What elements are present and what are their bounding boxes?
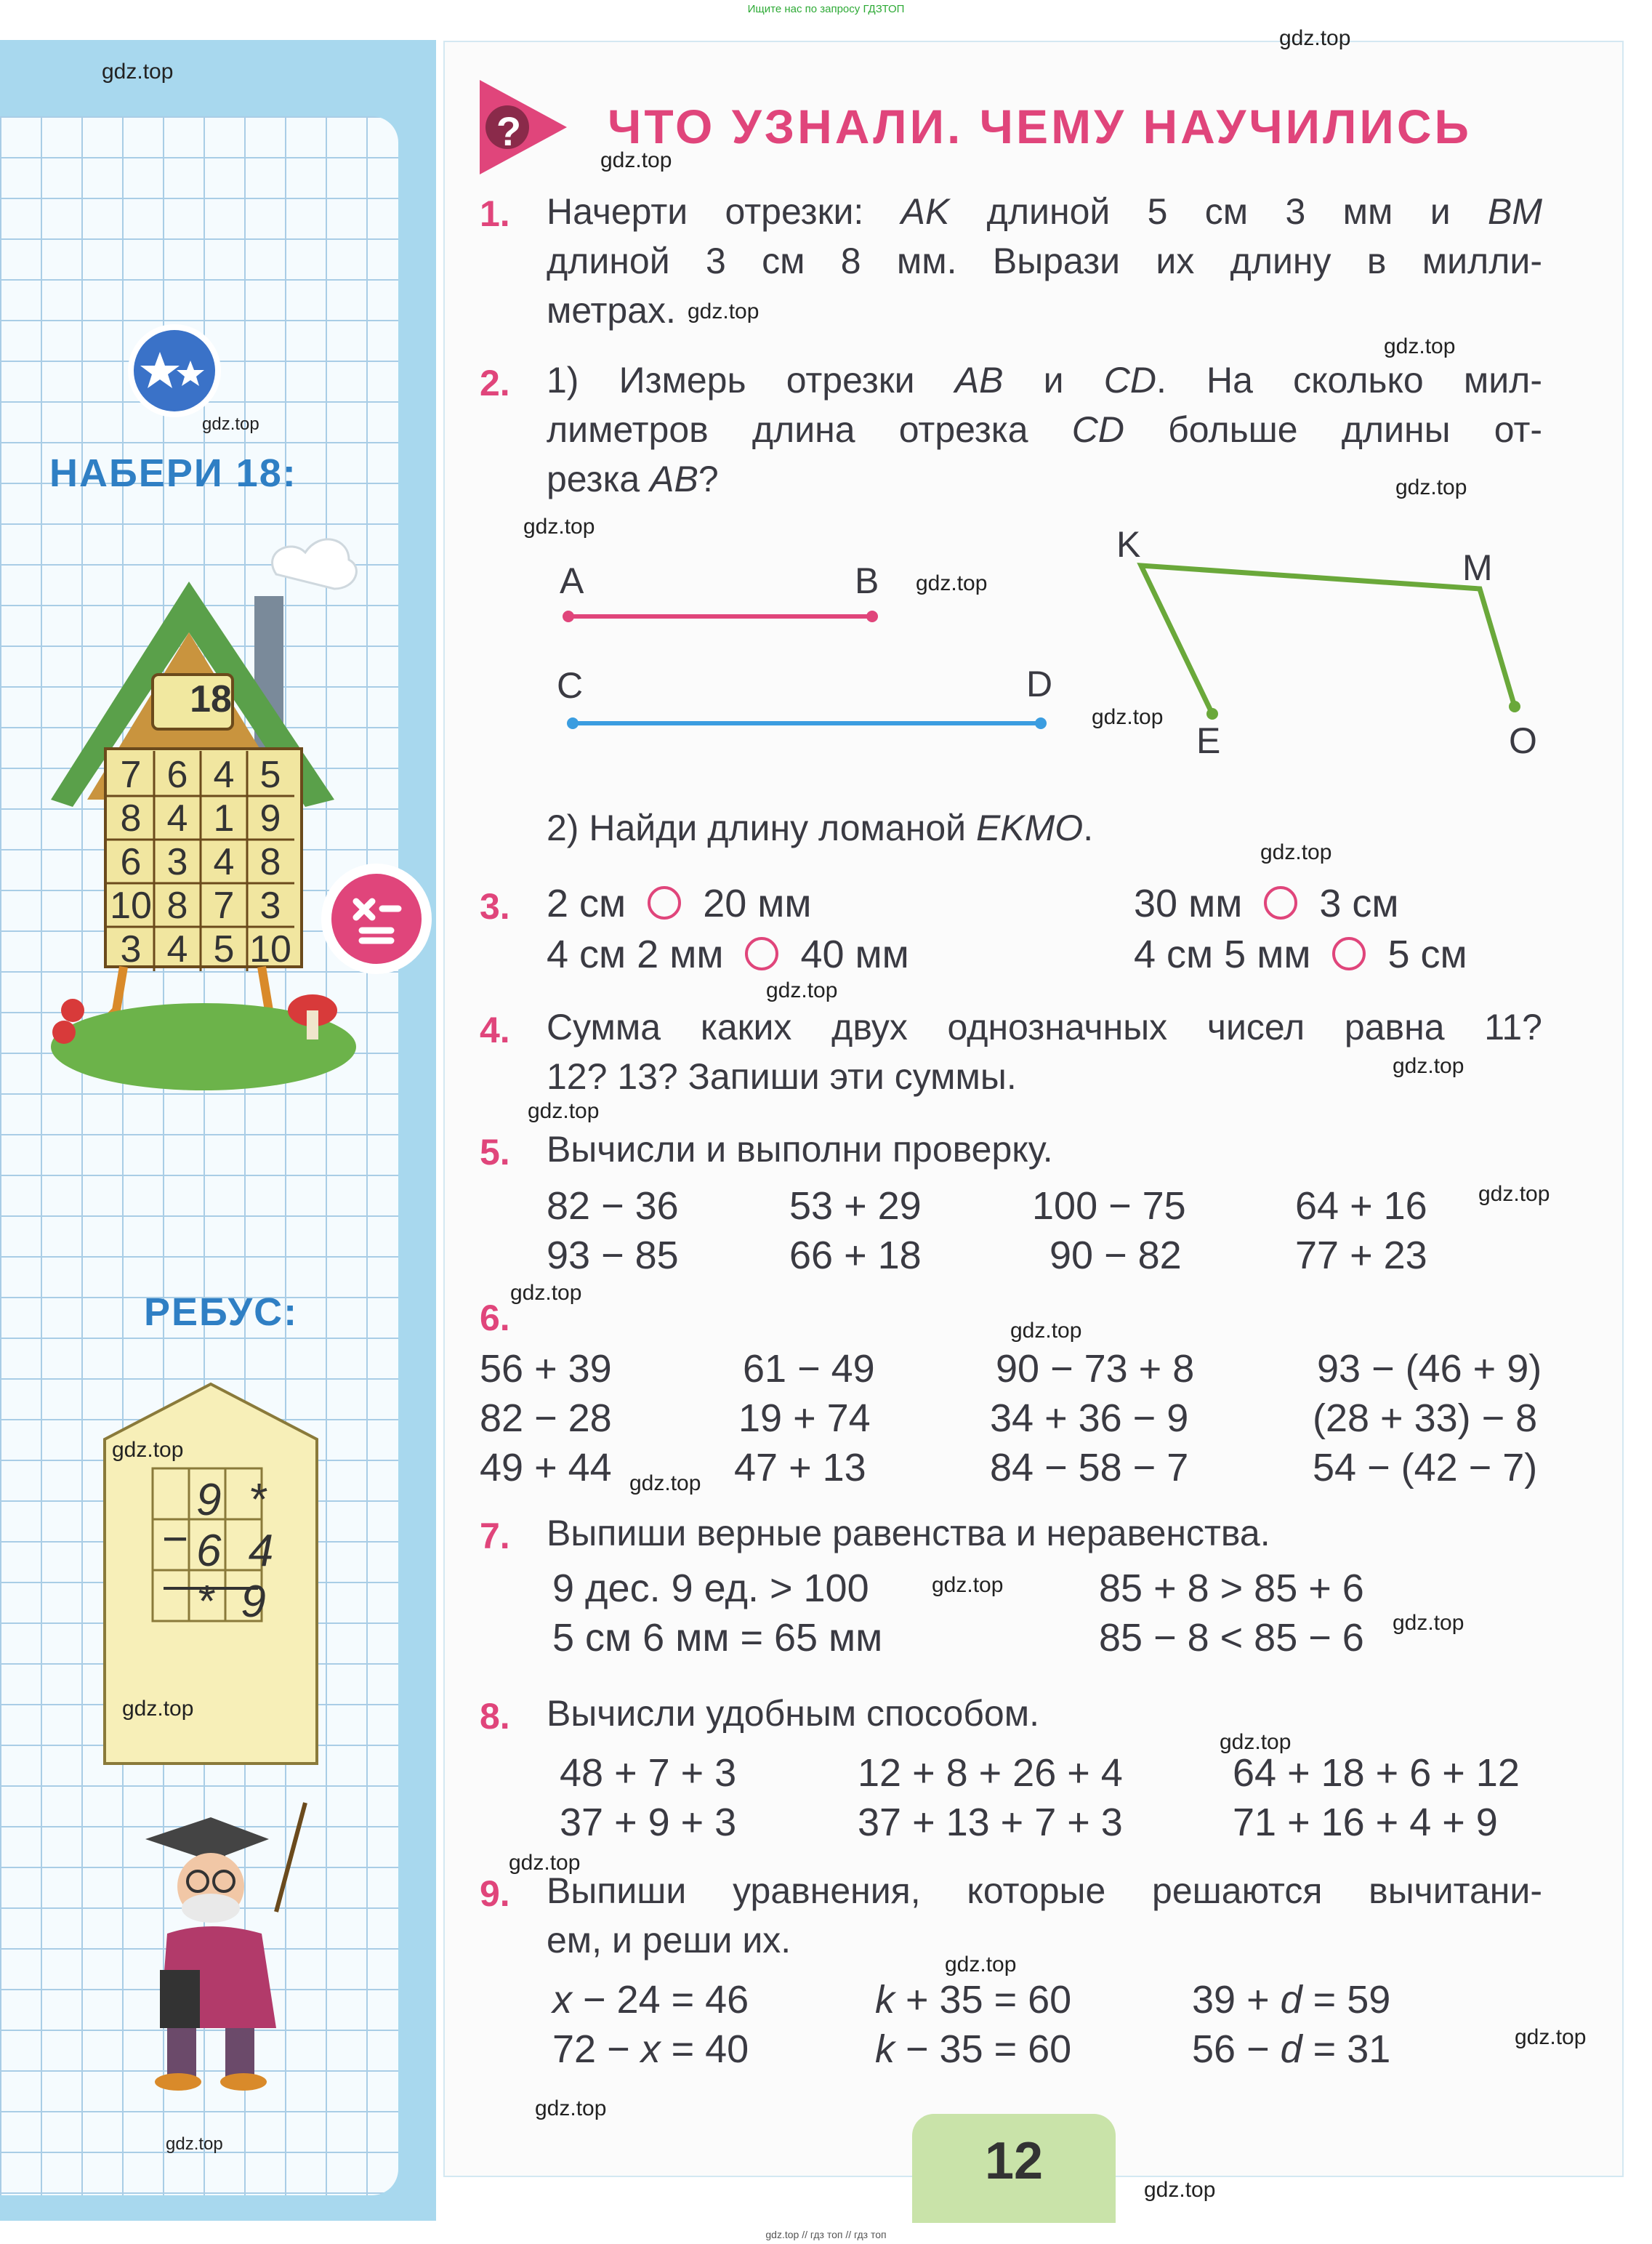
watermark: gdz.top <box>945 1953 1017 1976</box>
house-cell: 5 <box>259 754 281 796</box>
watermark: gdz.top <box>1144 2178 1216 2202</box>
house-cell: 3 <box>120 928 142 970</box>
watermark: gdz.top <box>629 1471 701 1495</box>
expression: 54 − (42 − 7) <box>1313 1446 1538 1489</box>
watermark: gdz.top <box>1010 1319 1082 1343</box>
label-m: M <box>1462 547 1493 588</box>
watermark: gdz.top <box>932 1573 1004 1597</box>
expression: 48 + 7 + 3 <box>560 1751 737 1795</box>
house-cell: 6 <box>166 754 188 796</box>
compare-circle-icon[interactable] <box>648 886 681 920</box>
page-number: 12 <box>912 2114 1116 2223</box>
watermark: gdz.top <box>916 571 988 595</box>
house-cell: 4 <box>166 797 188 840</box>
house-cell: 4 <box>166 928 188 970</box>
house-cell: 4 <box>213 841 235 883</box>
badge-mark: ? <box>496 108 522 154</box>
watermark: gdz.top <box>600 148 672 172</box>
house-grid-lines <box>105 751 296 973</box>
house-cell: 1 <box>213 797 235 840</box>
house-cell: 8 <box>259 841 281 883</box>
compare-4: 4 см 5 мм 5 см <box>1134 933 1467 976</box>
watermark: gdz.top <box>1395 475 1467 499</box>
professor-illustration <box>116 1788 334 2094</box>
task-1-line-2: длиной 3 см 8 мм. Вырази их длину в милли- <box>547 241 1542 281</box>
house-cell: 3 <box>166 841 188 883</box>
task-number: 6. <box>480 1298 510 1338</box>
rebus-row-3: * 9 <box>196 1577 273 1627</box>
equation: x − 24 = 46 <box>552 1978 749 2022</box>
label-e: E <box>1196 720 1221 761</box>
watermark: gdz.top <box>1384 334 1456 358</box>
task-number: 3. <box>480 886 510 927</box>
task-5-line-1: Вычисли и выполни проверку. <box>547 1129 1053 1170</box>
task-number: 5. <box>480 1132 510 1173</box>
rebus-row-1: 9 * <box>196 1475 273 1525</box>
equation: k + 35 = 60 <box>875 1978 1072 2022</box>
expression: 93 − (46 + 9) <box>1317 1347 1542 1391</box>
expression: 34 + 36 − 9 <box>990 1396 1189 1440</box>
compare-circle-icon[interactable] <box>1264 886 1297 920</box>
expression: (28 + 33) − 8 <box>1313 1396 1538 1440</box>
watermark: gdz.top <box>202 414 259 434</box>
expression: 12 + 8 + 26 + 4 <box>858 1751 1123 1795</box>
house-cell: 7 <box>120 754 142 796</box>
house-cell: 8 <box>120 797 142 840</box>
task-2-line-2: лиметров длина отрезка CD больше длины от- <box>547 409 1542 450</box>
watermark: gdz.top <box>1393 1054 1464 1078</box>
relation: 85 + 8 > 85 + 6 <box>1099 1567 1364 1610</box>
task-2-sub-2: 2) Найди длину ломаной EKMO. <box>547 808 1094 848</box>
sidebar-heading-set: НАБЕРИ 18: <box>49 451 297 495</box>
expression: 84 − 58 − 7 <box>990 1446 1189 1489</box>
task-9-line-2: ем, и реши их. <box>547 1920 791 1961</box>
equation: 56 − d = 31 <box>1192 2027 1391 2071</box>
calc-icon <box>318 861 435 977</box>
house-cell: 4 <box>213 754 235 796</box>
watermark: gdz.top <box>112 1438 184 1462</box>
equation: k − 35 = 60 <box>875 2027 1072 2071</box>
watermark: gdz.top <box>1220 1730 1292 1754</box>
label-c: C <box>557 665 584 706</box>
label-o: O <box>1509 720 1537 761</box>
task-7-line-1: Выпиши верные равенства и неравенства. <box>547 1513 1270 1553</box>
watermark: gdz.top <box>1478 1182 1550 1206</box>
watermark: gdz.top <box>122 1697 194 1721</box>
page-title: ЧТО УЗНАЛИ. ЧЕМУ НАУЧИЛИСЬ <box>608 100 1472 153</box>
watermark: gdz.top <box>1393 1611 1464 1635</box>
expression: 37 + 9 + 3 <box>560 1801 737 1844</box>
watermark: gdz.top <box>1515 2025 1587 2049</box>
house-cell: 10 <box>110 885 152 927</box>
task-4-line-2: 12? 13? Запиши эти суммы. <box>547 1056 1017 1097</box>
sidebar-heading-rebus: РЕБУС: <box>144 1290 299 1334</box>
expression: 82 − 28 <box>480 1396 612 1440</box>
watermark: gdz.top <box>528 1099 600 1123</box>
watermark: gdz.top <box>166 2134 223 2154</box>
rebus-row-2: 6 4 <box>196 1526 281 1576</box>
expression: 47 + 13 <box>734 1446 866 1489</box>
watermark: gdz.top <box>1092 705 1164 729</box>
task-2-line-1: 1) Измерь отрезки AB и CD. На сколько мил- <box>547 360 1543 401</box>
bottom-note: gdz.top // гдз топ // гдз топ <box>765 2229 887 2240</box>
watermark: gdz.top <box>523 515 595 539</box>
house-cell: 10 <box>249 928 291 970</box>
compare-3: 4 см 2 мм 40 мм <box>547 933 909 976</box>
segments-figure <box>552 523 1061 741</box>
expression: 37 + 13 + 7 + 3 <box>858 1801 1123 1844</box>
expression: 61 − 49 <box>743 1347 875 1391</box>
task-4-line-1: Сумма каких двух однозначных чисел равна 11? <box>547 1007 1542 1047</box>
task-8-line-1: Вычисли удобным способом. <box>547 1693 1040 1734</box>
watermark: gdz.top <box>688 299 759 323</box>
house-cell: 3 <box>259 885 281 927</box>
relation: 9 дес. 9 ед. > 100 <box>552 1567 869 1610</box>
equation: 72 − x = 40 <box>552 2027 749 2071</box>
watermark: gdz.top <box>102 60 174 84</box>
task-9-line-1: Выпиши уравнения, которые решаются вычитани- <box>547 1870 1542 1911</box>
expression: 64 + 18 + 6 + 12 <box>1233 1751 1520 1795</box>
compare-circle-icon[interactable] <box>745 937 778 970</box>
expression: 90 − 73 + 8 <box>996 1347 1195 1391</box>
watermark: gdz.top <box>1260 840 1332 864</box>
task-number: 2. <box>480 363 510 403</box>
top-note: Ищите нас по запросу ГДЗТОП <box>747 3 905 15</box>
house-number: 18 <box>190 678 232 720</box>
relation: 5 см 6 мм = 65 мм <box>552 1616 883 1660</box>
expression: 93 − 85 <box>547 1234 679 1277</box>
task-number: 9. <box>480 1873 510 1914</box>
equation: 39 + d = 59 <box>1192 1978 1391 2022</box>
expression: 56 + 39 <box>480 1347 612 1391</box>
watermark: gdz.top <box>535 2096 607 2120</box>
expression: 90 − 82 <box>1049 1234 1182 1277</box>
task-1-line-3: метрах. <box>547 290 676 331</box>
house-cell: 7 <box>213 885 235 927</box>
expression: 64 + 16 <box>1295 1184 1427 1228</box>
compare-1: 2 см 20 мм <box>547 882 812 925</box>
watermark: gdz.top <box>1279 26 1351 50</box>
expression: 77 + 23 <box>1295 1234 1427 1277</box>
task-number: 1. <box>480 193 510 234</box>
expression: 100 − 75 <box>1032 1184 1186 1228</box>
expression: 19 + 74 <box>738 1396 871 1440</box>
watermark: gdz.top <box>509 1851 581 1875</box>
house-cell: 5 <box>213 928 235 970</box>
task-2-line-3: резка AB? <box>547 459 719 499</box>
expression: 53 + 29 <box>789 1184 922 1228</box>
label-a: A <box>560 560 584 601</box>
expression: 82 − 36 <box>547 1184 679 1228</box>
house-cell: 9 <box>259 797 281 840</box>
watermark: gdz.top <box>766 978 838 1002</box>
label-d: D <box>1026 664 1053 704</box>
house-cell: 6 <box>120 841 142 883</box>
label-k: K <box>1116 524 1141 565</box>
label-b: B <box>855 560 879 601</box>
task-number: 4. <box>480 1010 510 1050</box>
expression: 71 + 16 + 4 + 9 <box>1233 1801 1498 1844</box>
expression: 66 + 18 <box>789 1234 922 1277</box>
compare-2: 30 мм 3 см <box>1134 882 1399 925</box>
compare-circle-icon[interactable] <box>1332 937 1366 970</box>
task-number: 8. <box>480 1696 510 1737</box>
task-1-line-1: Начерти отрезки: AK длиной 5 см 3 мм и BM <box>547 191 1542 232</box>
relation: 85 − 8 < 85 − 6 <box>1099 1616 1364 1660</box>
stars-icon <box>124 320 225 422</box>
house-cell: 8 <box>166 885 188 927</box>
task-number: 7. <box>480 1516 510 1556</box>
expression: 49 + 44 <box>480 1446 612 1489</box>
rebus-sign: − <box>161 1514 188 1564</box>
watermark: gdz.top <box>510 1281 582 1305</box>
